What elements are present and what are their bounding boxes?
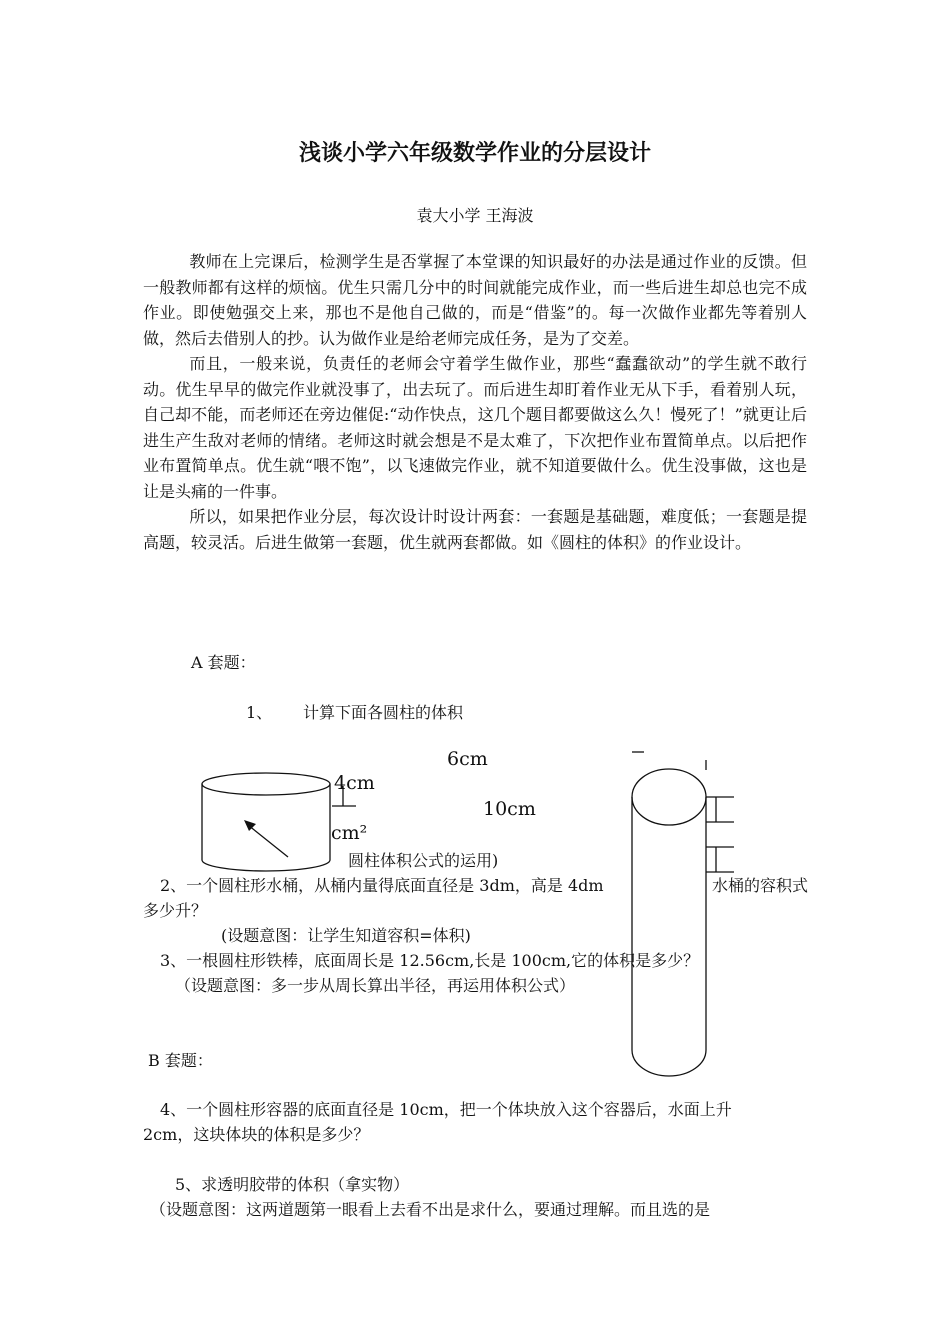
- page-title: 浅谈小学六年级数学作业的分层设计: [298, 140, 651, 166]
- question-3-intent: （设题意图：多一步从周长算出半径，再运用体积公式）: [175, 976, 576, 995]
- label-10cm: 10cm: [483, 798, 536, 820]
- question-4-line-1: 4、一个圆柱形容器的底面直径是 10cm，把一个体块放入这个容器后，水面上升: [160, 1100, 732, 1119]
- question-1-number: 1、: [246, 703, 273, 722]
- label-cm2: cm²: [331, 822, 368, 844]
- paragraph-2: 而且，一般来说，负责任的老师会守着学生做作业，那些“蠢蠢欲动”的学生就不敢行动。优生早早的做完作业就没事了，出去玩了。而后进生却盯着作业无从下手，看着别人玩，自己却不能，而老师还在旁边催促:“动作快点，这几个题目都要做这么久！慢死了！”就更让后进生产生敌对老师的情绪。老师这时就会想是不是太难了，下次把作业布置简单点。以后把作业布置简单点。优生就“喂不饱”，以飞速做完作业，就不知道要做什么。优生没事做，这也是让是头痛的一件事。: [143, 354, 807, 501]
- tall-cylinder: [632, 752, 734, 1076]
- question-3: 3、一根圆柱形铁棒，底面周长是 12.56cm,长是 100cm,它的体积是多少？: [160, 951, 700, 970]
- section-b-heading: B 套题：: [148, 1051, 213, 1070]
- question-4-line-2: 2cm，这块体块的体积是多少？: [143, 1125, 370, 1144]
- question-2-line-2: 多少升？: [143, 901, 208, 920]
- section-a-heading: A 套题：: [191, 653, 256, 672]
- question-2-line-1: 2、一个圆柱形水桶，从桶内量得底面直径是 3dm，高是 4dm: [160, 876, 604, 895]
- paragraph-1: 教师在上完课后，检测学生是否掌握了本堂课的知识最好的办法是通过作业的反馈。但一般教师都有这样的烦恼。优生只需几分中的时间就能完成作业，而一些后进生却总也完不成作业。即使勉强交上来，那也不是他自己做的，而是“借鉴”的。每一次做作业都先等着别人做，然后去借别人的抄。认为做作业是给老师完成任务，是为了交差。: [143, 252, 807, 348]
- question-2-intent: (设题意图：让学生知道容积=体积): [221, 926, 471, 945]
- question-2-line-1-end: 水桶的容积式: [712, 876, 809, 895]
- label-4cm: 4cm: [334, 772, 375, 794]
- question-1-intent: 圆柱体积公式的运用): [348, 851, 499, 870]
- author-line: 袁大小学 王海波: [416, 206, 534, 225]
- radius-line: [248, 825, 288, 857]
- label-6cm: 6cm: [447, 748, 488, 770]
- question-1-text: 计算下面各圆柱的体积: [303, 703, 464, 722]
- question-5: 5、求透明胶带的体积（拿实物）: [175, 1175, 410, 1194]
- paragraph-3: 所以，如果把作业分层，每次设计时设计两套：一套题是基础题，难度低；一套题是提高题，较灵活。后进生做第一套题，优生就两套都做。如《圆柱的体积》的作业设计。: [143, 507, 807, 552]
- question-5-intent: （设题意图：这两道题第一眼看上去看不出是求什么，要通过理解。而且选的是: [150, 1200, 711, 1219]
